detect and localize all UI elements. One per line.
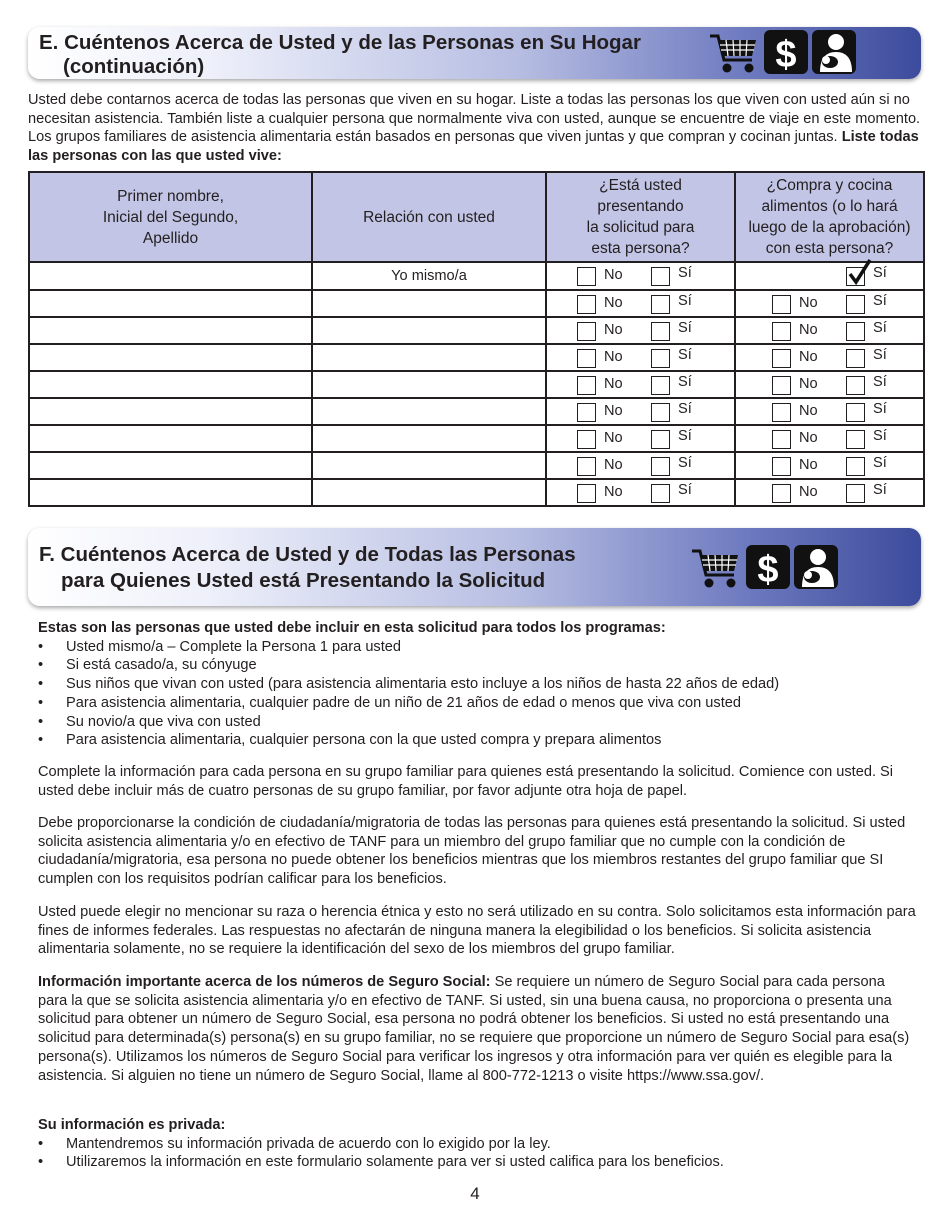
list-item: • Usted mismo/a – Complete la Persona 1 para usted (38, 638, 918, 657)
relation-cell[interactable] (312, 398, 546, 425)
applying-cell (546, 344, 735, 371)
cook-si-checkbox[interactable] (846, 403, 865, 422)
mother-baby-icon (794, 545, 838, 589)
privacy-list (38, 1135, 918, 1172)
cook-si-checkbox[interactable] (846, 457, 865, 476)
cook-si-checkbox[interactable] (846, 322, 865, 341)
cook-si-label: Sí (873, 265, 887, 281)
table-row (29, 452, 924, 479)
applying-no-label: No (604, 456, 623, 473)
section-f-title-line1: F. Cuéntenos Acerca de Usted y de Todas las Personas (39, 543, 576, 566)
relation-cell[interactable] (312, 452, 546, 479)
cook-si-label: Sí (873, 427, 887, 444)
section-e-intro (28, 91, 923, 165)
applying-si-checkbox[interactable] (651, 484, 670, 503)
applying-si-checkbox[interactable] (651, 322, 670, 341)
cook-no-label: No (799, 402, 818, 419)
applying-si-checkbox[interactable] (651, 430, 670, 449)
cook-cell (735, 398, 924, 425)
name-cell[interactable] (29, 290, 312, 317)
list-item: • Para asistencia alimentaria, cualquier padre de un niño de 21 años de edad o menos que viva con usted (38, 694, 918, 713)
cook-no-checkbox[interactable] (772, 349, 791, 368)
applying-no-label: No (604, 348, 623, 365)
applying-no-checkbox[interactable] (577, 403, 596, 422)
applying-no-checkbox[interactable] (577, 349, 596, 368)
relation-cell[interactable] (312, 262, 546, 290)
applying-cell (546, 371, 735, 398)
table-row (29, 344, 924, 371)
name-cell[interactable] (29, 479, 312, 506)
applying-si-checkbox[interactable] (651, 267, 670, 286)
applying-no-checkbox[interactable] (577, 267, 596, 286)
ssn-text: Se requiere un número de Seguro Social para cada persona para la que se solicita asistencia alimentaria y/o en efectivo de TANF. Si usted, sin una buena causa, no proporciona o presenta una solicitud para obtener un número de Seguro Social, esa persona no podrá obtener los beneficios. Si usted no está presentando una solicitud para determinada(s) persona(s) en su grupo familiar, no se requiere que proporcione un número de Seguro Social para esa(s) persona(s). Utilizamos los números de Seguro Social para verificar los ingresos y otra información para ver quién es elegible para la asistencia. Si alguien no tiene un número de Seguro Social, llame al 800-772-1213 o visite https://www.ssa.gov/. (38, 974, 910, 1084)
applying-si-label: Sí (678, 265, 692, 281)
applying-si-checkbox[interactable] (651, 457, 670, 476)
cook-cell (735, 371, 924, 398)
cook-no-checkbox[interactable] (772, 430, 791, 449)
household-table-body (29, 262, 924, 506)
cook-cell (735, 452, 924, 479)
cook-si-checkbox[interactable] (846, 295, 865, 314)
applying-si-checkbox[interactable] (651, 349, 670, 368)
applying-si-checkbox[interactable] (651, 376, 670, 395)
intro-bold: Liste todas las personas con las que usted vive: (28, 129, 919, 164)
applying-si-label: Sí (678, 292, 692, 309)
cook-no-label: No (799, 429, 818, 446)
col-applying-header (546, 172, 735, 262)
col-cook-l4: con esta persona? (765, 240, 894, 257)
relation-cell[interactable] (312, 371, 546, 398)
page-number: 4 (470, 1184, 480, 1203)
applying-si-checkbox[interactable] (651, 403, 670, 422)
cook-cell (735, 479, 924, 506)
cook-cell (735, 344, 924, 371)
cook-si-label: Sí (873, 400, 887, 417)
list-item: • Para asistencia alimentaria, cualquier persona con la que usted compra y prepara alimentos (38, 731, 918, 750)
cook-si-checkbox[interactable] (846, 267, 865, 286)
section-e-title-line2: (continuación) (63, 55, 205, 78)
para-complete: Complete la información para cada persona en su grupo familiar para quienes está presentando la solicitud. Comience con usted. Si usted debe incluir más de cuatro personas de su grupo familiar, por favor adjunte otra hoja de papel. (38, 764, 894, 799)
cook-si-checkbox[interactable] (846, 376, 865, 395)
cook-no-checkbox[interactable] (772, 322, 791, 341)
name-cell[interactable] (29, 262, 312, 290)
para-citizenship: Debe proporcionarse la condición de ciudadanía/migratoria de todas las personas para quienes está presentando la solicitud. Si usted solicita asistencia alimentaria y/o en efectivo de TANF para un miembro del grupo familiar que no cumple con la condición de ciudadanía/migratoria, esa persona no puede obtener los beneficios mientras que los miembros restantes del grupo familiar que SI cumplen con los requisitos podrían calificar para los beneficios. (38, 815, 906, 888)
cook-no-checkbox[interactable] (772, 457, 791, 476)
include-heading: Estas son las personas que usted debe incluir en esta solicitud para todos los programas: (38, 620, 666, 636)
intro-text: Usted debe contarnos acerca de todas las personas que viven en su hogar. Liste a todas las personas los que viven con usted aún si no necesitan asistencia. También liste a cualquier persona que normalmente viva con usted, aunque se encuentre de viaje en este momento. Los grupos familiares de asistencia alimentaria están basados en personas que viven juntas y que compran y cocinan juntas. (28, 92, 921, 145)
relation-cell[interactable] (312, 425, 546, 452)
list-item: • Su novio/a que viva con usted (38, 713, 918, 732)
household-table-header (29, 172, 924, 262)
cook-no-checkbox[interactable] (772, 295, 791, 314)
applying-si-label: Sí (678, 346, 692, 363)
col-name-header (29, 172, 312, 262)
dollar-icon (764, 30, 808, 74)
list-item: • Sus niños que vivan con usted (para asistencia alimentaria esto incluye a los niños de hasta 22 años de edad) (38, 675, 918, 694)
svg-text:$: $ (757, 549, 779, 589)
col-name-l3: Apellido (142, 229, 199, 247)
applying-cell (546, 479, 735, 506)
table-row (29, 262, 924, 290)
relation-cell[interactable] (312, 317, 546, 344)
mother-baby-icon (812, 30, 856, 74)
cook-cell (735, 290, 924, 317)
cook-no-label: No (799, 348, 818, 365)
privacy-block (38, 1116, 918, 1172)
applying-no-label: No (604, 267, 623, 283)
applying-no-checkbox[interactable] (577, 295, 596, 314)
cook-si-label: Sí (873, 292, 887, 309)
dollar-icon (746, 545, 790, 589)
applying-no-checkbox[interactable] (577, 484, 596, 503)
cook-si-label: Sí (873, 346, 887, 363)
applying-cell (546, 425, 735, 452)
applying-no-checkbox[interactable] (577, 322, 596, 341)
relation-cell[interactable] (312, 290, 546, 317)
privacy-heading: Su información es privada: (38, 1117, 226, 1133)
applying-si-label: Sí (678, 373, 692, 390)
applying-no-label: No (604, 321, 623, 338)
applying-cell (546, 290, 735, 317)
table-row (29, 317, 924, 344)
applying-si-label: Sí (678, 400, 692, 417)
shopping-cart-icon (690, 545, 742, 595)
applying-cell (546, 398, 735, 425)
applying-si-label: Sí (678, 319, 692, 336)
cook-no-label: No (799, 456, 818, 473)
section-e-title (39, 31, 641, 79)
include-list (38, 638, 918, 750)
cook-cell (735, 262, 924, 290)
list-item: • Utilizaremos la información en este formulario solamente para ver si usted califica para los beneficios. (38, 1153, 918, 1172)
name-cell[interactable] (29, 371, 312, 398)
include-block (38, 619, 918, 750)
applying-cell (546, 452, 735, 479)
applying-cell (546, 262, 735, 290)
section-f-banner (28, 528, 921, 606)
name-cell[interactable] (29, 452, 312, 479)
cook-si-checkbox[interactable] (846, 484, 865, 503)
col-cook-l1: ¿Compra y cocina (766, 177, 893, 194)
svg-text:$: $ (775, 34, 797, 74)
cook-cell (735, 317, 924, 344)
list-item: • Si está casado/a, su cónyuge (38, 656, 918, 675)
applying-no-label: No (604, 483, 623, 500)
program-icons-f (690, 545, 838, 595)
applying-no-checkbox[interactable] (577, 430, 596, 449)
table-row (29, 371, 924, 398)
cook-no-checkbox[interactable] (772, 376, 791, 395)
applying-si-checkbox[interactable] (651, 295, 670, 314)
col-applying-l1: ¿Está usted (599, 177, 682, 194)
col-applying-l2: presentando (597, 198, 684, 215)
cook-no-label: No (799, 375, 818, 392)
cook-no-checkbox[interactable] (772, 484, 791, 503)
col-applying-l3: la solicitud para (586, 219, 695, 236)
relation-cell[interactable] (312, 479, 546, 506)
applying-cell (546, 317, 735, 344)
cook-no-label: No (799, 294, 818, 311)
table-row (29, 290, 924, 317)
name-cell[interactable] (29, 425, 312, 452)
applying-si-label: Sí (678, 454, 692, 471)
section-e-title-line1: E. Cuéntenos Acerca de Usted y de las Personas en Su Hogar (39, 31, 641, 54)
applying-no-label: No (604, 375, 623, 392)
applying-no-label: No (604, 294, 623, 311)
section-e-banner (28, 27, 921, 79)
household-table (28, 171, 925, 507)
section-f-title-line2: para Quienes Usted está Presentando la Solicitud (61, 569, 546, 592)
applying-si-label: Sí (678, 481, 692, 498)
cook-si-label: Sí (873, 319, 887, 336)
name-cell[interactable] (29, 344, 312, 371)
section-f-title (39, 542, 576, 594)
ssn-heading: Información importante acerca de los números de Seguro Social: (38, 974, 491, 990)
program-icons (708, 30, 856, 80)
checkmark-icon (847, 258, 873, 290)
cook-si-label: Sí (873, 373, 887, 390)
list-item: • Mantendremos su información privada de acuerdo con lo exigido por la ley. (38, 1135, 918, 1154)
applying-no-checkbox[interactable] (577, 376, 596, 395)
col-cook-l3: luego de la aprobación) (748, 219, 911, 236)
col-applying-l4: esta persona? (591, 240, 690, 257)
cook-si-checkbox[interactable] (846, 349, 865, 368)
cook-no-label: No (799, 321, 818, 338)
table-row (29, 479, 924, 506)
applying-no-checkbox[interactable] (577, 457, 596, 476)
cook-cell (735, 425, 924, 452)
applying-no-label: No (604, 429, 623, 446)
name-cell[interactable] (29, 398, 312, 425)
cook-no-label: No (799, 483, 818, 500)
col-cook-l2: alimentos (o lo hará (761, 198, 898, 215)
cook-si-label: Sí (873, 454, 887, 471)
para-ssn (38, 973, 918, 1085)
cook-si-label: Sí (873, 481, 887, 498)
applying-si-label: Sí (678, 427, 692, 444)
shopping-cart-icon (708, 30, 760, 80)
applying-no-label: No (604, 402, 623, 419)
para-race: Usted puede elegir no mencionar su raza o herencia étnica y esto no será utilizado en su contra. Solo solicitamos esta información para fines de informes federales. Las respuestas no afectarán de ninguna manera la elegibilidad o los beneficios. Si solicita asistencia alimentaria solamente, no se requiere la identificación del sexo de los miembros del grupo familiar. (38, 904, 916, 958)
col-cook-header (735, 172, 924, 262)
col-name-l2: Inicial del Segundo, (102, 208, 239, 226)
table-row (29, 425, 924, 452)
col-name-l1: Primer nombre, (117, 187, 224, 205)
table-row (29, 398, 924, 425)
name-cell[interactable] (29, 317, 312, 344)
cook-si-checkbox[interactable] (846, 430, 865, 449)
cook-no-checkbox[interactable] (772, 403, 791, 422)
relation-value: Yo mismo/a (391, 268, 467, 284)
relation-cell[interactable] (312, 344, 546, 371)
col-relation-header: Relación con usted (312, 172, 546, 262)
